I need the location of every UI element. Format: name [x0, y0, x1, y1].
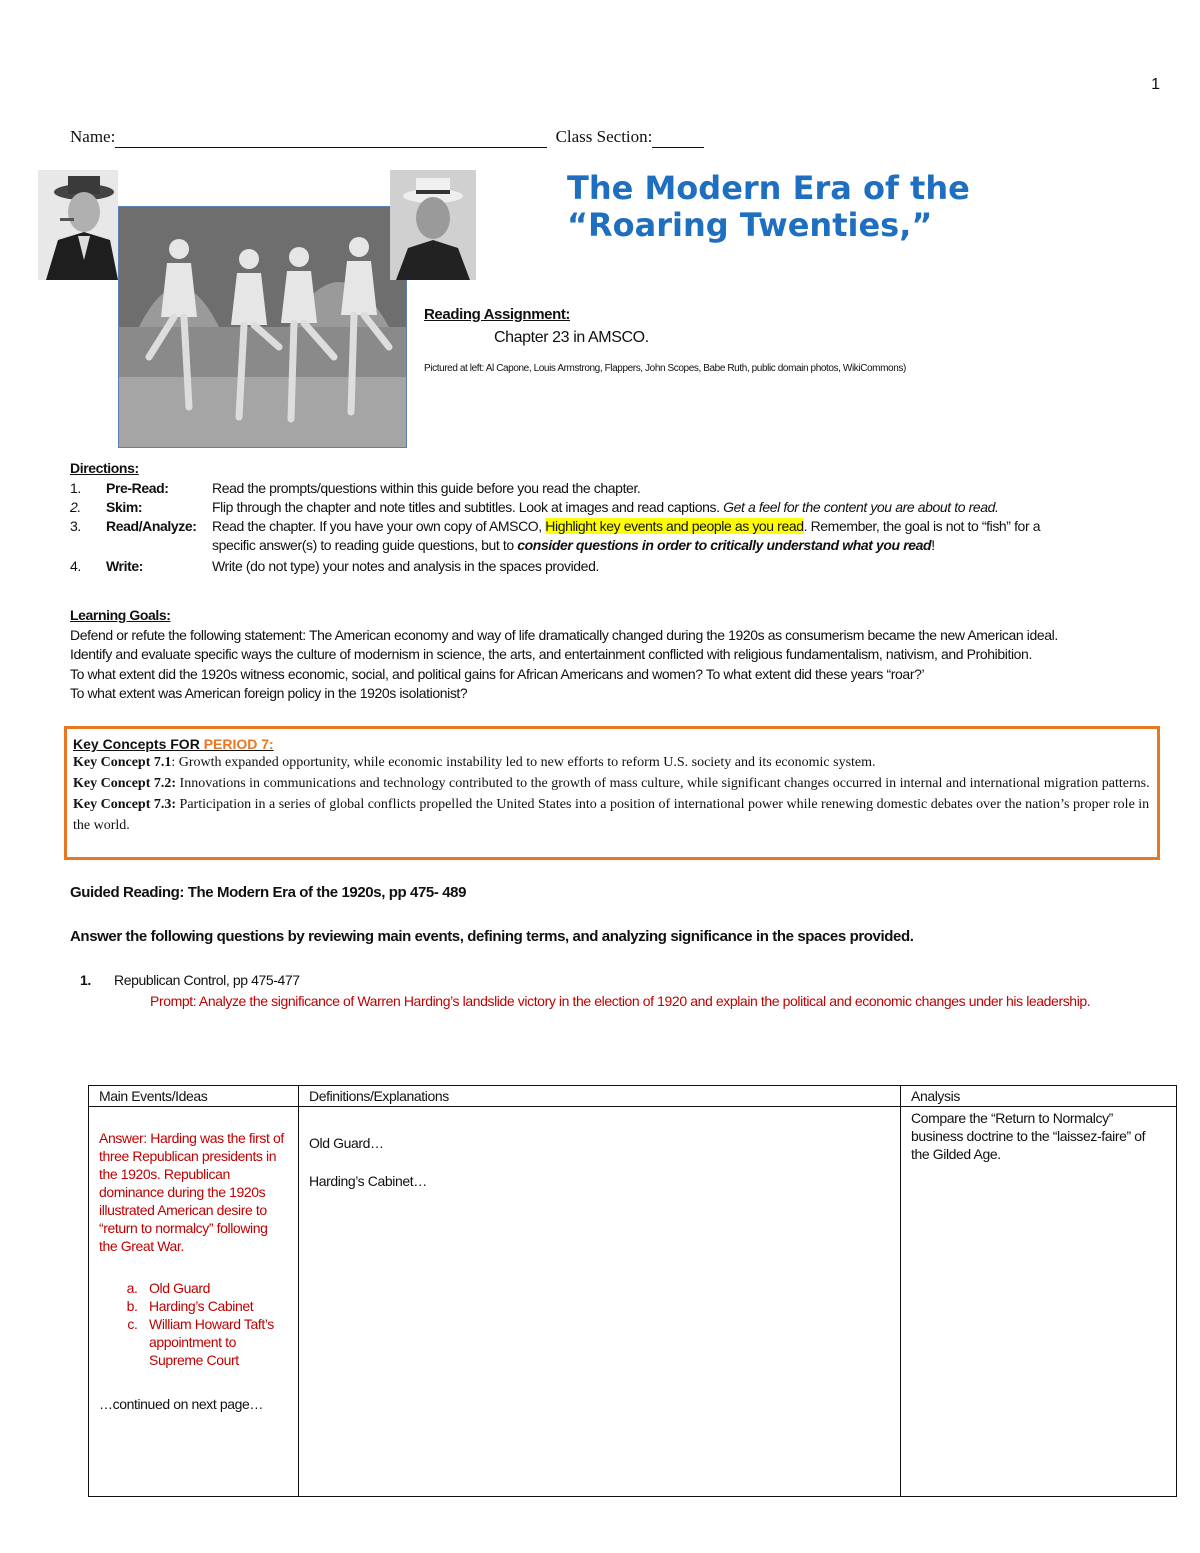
direction-item	[70, 479, 1150, 498]
key-concepts-box	[64, 726, 1160, 860]
direction-text: Flip through the chapter and note titles and subtitles. Look at images and read captions.	[212, 499, 720, 515]
answer-text: Answer: Harding was the first of three Republican presidents in the 1920s. Republican dominance during the 1920s illustrated American desire to “return to normalcy” following the Great War.	[99, 1130, 284, 1254]
direction-number: 1.	[70, 480, 81, 496]
pictured-caption: Pictured at left: Al Capone, Louis Armstrong, Flappers, John Scopes, Babe Ruth, public domain photos, WikiCommons)	[424, 363, 906, 374]
direction-item	[70, 517, 1150, 555]
key-concepts-heading: Key Concepts FOR PERIOD 7:	[73, 736, 274, 752]
directions-heading: Directions:	[70, 460, 139, 476]
learning-goal: Defend or refute the following statement: The American economy and way of life dramatically changed during the 1920s as consumerism became the new American ideal.	[70, 626, 1058, 643]
direction-text: !	[931, 537, 935, 553]
direction-text: specific answer(s) to reading guide questions, but to	[212, 537, 514, 553]
class-label: Class Section:	[555, 127, 653, 146]
direction-text: Read the prompts/questions within this guide before you read the chapter.	[212, 480, 641, 496]
main-events-cell[interactable]	[89, 1107, 299, 1497]
learning-goals-heading: Learning Goals:	[70, 607, 171, 623]
directions-section	[70, 460, 1150, 576]
direction-label: Write:	[106, 558, 144, 574]
direction-label: Read/Analyze:	[106, 518, 197, 534]
definitions-cell[interactable]	[299, 1107, 901, 1497]
definition-term: Old Guard…	[309, 1135, 384, 1151]
list-item: b. Harding’s Cabinet	[141, 1297, 289, 1315]
flappers-photo	[118, 206, 407, 448]
direction-item	[70, 557, 1150, 576]
table-row	[89, 1107, 1177, 1497]
name-label: Name:	[70, 127, 116, 146]
answer-instructions: Answer the following questions by reviewing main events, defining terms, and analyzing significance in the spaces provided.	[70, 928, 914, 945]
learning-goals-section	[70, 606, 1160, 704]
reading-assignment-label: Reading Assignment:	[424, 306, 571, 323]
question-title: Republican Control, pp 475-477	[114, 972, 300, 988]
column-header: Main Events/Ideas	[89, 1086, 299, 1107]
guided-reading-heading: Guided Reading: The Modern Era of the 1920s, pp 475- 489	[70, 884, 467, 901]
name-field[interactable]	[115, 127, 547, 148]
sub-item-list	[99, 1279, 289, 1369]
analysis-cell[interactable]	[901, 1107, 1177, 1497]
reading-chapter: Chapter 23 in AMSCO.	[494, 329, 649, 346]
key-concept: Key Concept 7.2: Innovations in communications and technology contributed to the growth of mass culture, while significant changes occurred in internal and international migration patterns.	[73, 776, 1150, 791]
direction-text: . Remember, the goal is not to “fish” for a	[803, 518, 1041, 534]
direction-number: 3.	[70, 518, 81, 534]
column-header: Analysis	[901, 1086, 1177, 1107]
direction-text: Read the chapter. If you have your own copy of AMSCO,	[212, 518, 542, 534]
question-number: 1.	[80, 972, 91, 988]
continued-note: …continued on next page…	[99, 1396, 263, 1412]
question-prompt: Prompt: Analyze the significance of Warren Harding’s landslide victory in the election of 1920 and explain the political and economic changes under his leadership.	[150, 993, 1091, 1009]
title-line-2: “Roaring Twenties,”	[567, 206, 933, 244]
direction-label: Pre-Read:	[106, 480, 169, 496]
key-concept: Key Concept 7.3: Participation in a series of global conflicts propelled the United States into a position of international power while renewing domestic debates over the nation’s proper role in the world.	[73, 797, 1150, 833]
analysis-prompt: Compare the “Return to Normalcy” business doctrine to the “laissez-faire” of the Gilded Age.	[911, 1110, 1146, 1162]
column-header: Definitions/Explanations	[299, 1086, 901, 1107]
title-line-1: The Modern Era of the	[567, 169, 970, 207]
question-1	[80, 972, 1140, 1012]
direction-label: Skim:	[106, 499, 143, 515]
direction-text: Write (do not type) your notes and analysis in the spaces provided.	[212, 558, 599, 574]
direction-italic: Get a feel for the content you are about to read.	[723, 499, 999, 515]
table-header-row	[89, 1086, 1177, 1107]
learning-goal: Identify and evaluate specific ways the culture of modernism in science, the arts, and entertainment conflicted with religious fundamentalism, nativism, and Prohibition.	[70, 646, 1032, 662]
key-concept: Key Concept 7.1: Growth expanded opportunity, while economic instability led to new efforts to reform U.S. society and its economic system.	[73, 755, 876, 770]
list-item: a. Old Guard	[141, 1279, 289, 1297]
definition-term: Harding’s Cabinet…	[309, 1173, 427, 1189]
direction-number: 2.	[70, 499, 81, 515]
page-title	[567, 170, 970, 244]
highlighted-text: Highlight key events and people as you read	[545, 518, 804, 534]
page-number: 1	[1151, 76, 1160, 93]
class-field[interactable]	[652, 127, 704, 148]
direction-item	[70, 498, 1150, 517]
learning-goal: To what extent was American foreign policy in the 1920s isolationist?	[70, 685, 468, 701]
notes-table	[88, 1085, 1177, 1497]
direction-number: 4.	[70, 558, 81, 574]
scopes-photo	[390, 170, 476, 280]
direction-emphasis: consider questions in order to critically understand what you read	[517, 537, 932, 553]
reading-assignment	[424, 306, 906, 374]
capone-photo	[38, 170, 118, 280]
name-class-header	[70, 127, 704, 148]
list-item: c. William Howard Taft’s appointment to Supreme Court	[141, 1315, 289, 1369]
learning-goal: To what extent did the 1920s witness economic, social, and political gains for African Americans and women? To what extent did these years “roar?’	[70, 665, 925, 682]
